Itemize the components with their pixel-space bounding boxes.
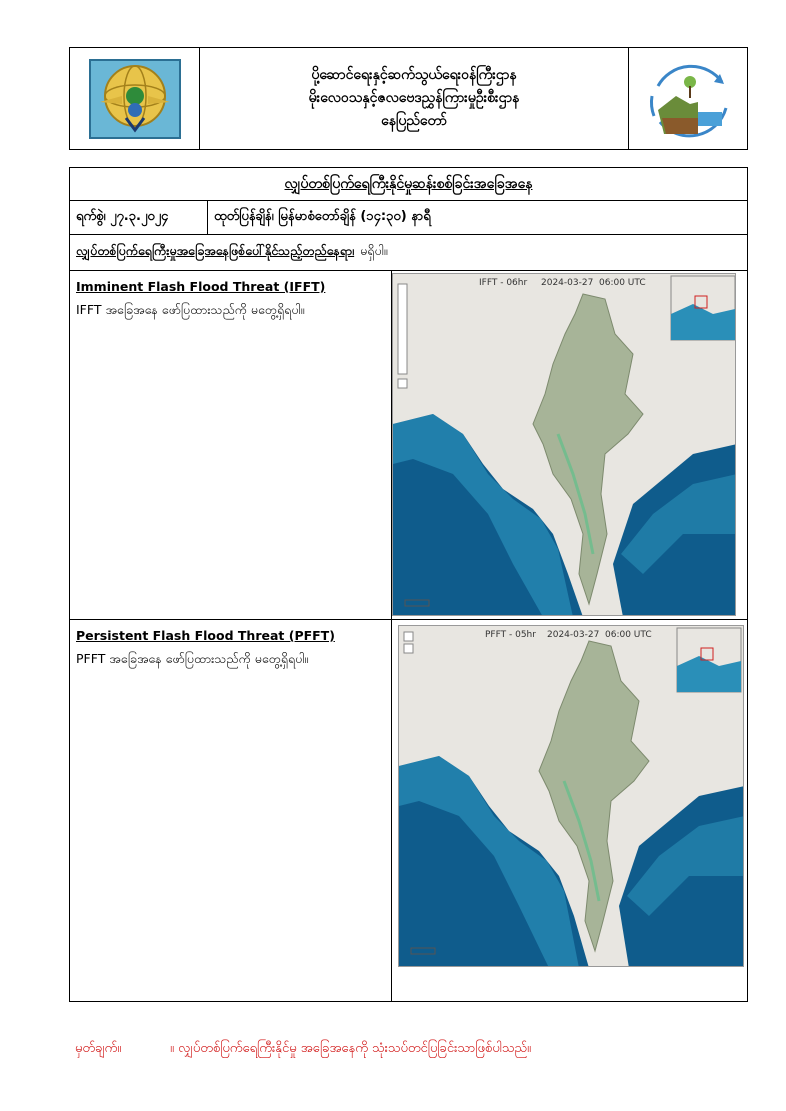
ifft-map-product: IFFT - 06hr bbox=[479, 278, 528, 288]
issue-time: ထုတ်ပြန်ချိန်၊ မြန်မာစံတော်ချိန် (၁၄:၃၀) နာရီ bbox=[214, 209, 431, 224]
pfft-description: PFFT အခြေအနေ ဖော်ပြထားသည်ကို မတွေ့ရှိရပါ။ bbox=[76, 651, 309, 666]
department-name: မိုးလေဝသနှင့်ဇလဗေဒညွှန်ကြားမှုဦးစီးဌာန bbox=[308, 90, 520, 106]
pfft-map-product: PFFT - 05hr bbox=[485, 630, 536, 640]
report-table bbox=[69, 167, 748, 1002]
water-cycle-logo bbox=[628, 48, 747, 149]
pfft-section bbox=[70, 620, 747, 1001]
location-value: မရှိပါ။ bbox=[360, 243, 388, 258]
footer-label: မှတ်ချက်။ bbox=[75, 1041, 122, 1056]
city-name: နေပြည်တော် bbox=[381, 113, 447, 129]
ministry-name: ပို့ဆောင်ရေးနှင့်ဆက်သွယ်ရေးဝန်ကြီးဌာန bbox=[311, 67, 517, 83]
header-table bbox=[69, 47, 748, 150]
location-label: လျှပ်တစ်ပြက်ရေကြီးမှုအခြေအနေဖြစ်ပေါ်နိုင်သည့်တည်နေရာ၊ bbox=[76, 243, 355, 258]
footer-text: ။ လျှပ်တစ်ပြက်ရေကြီးနိုင်မှု အခြေအနေကို သုံးသပ်တင်ပြခြင်းသာဖြစ်ပါသည်။ bbox=[170, 1041, 531, 1056]
pfft-title: Persistent Flash Flood Threat (PFFT) bbox=[76, 628, 335, 643]
header-titles bbox=[200, 48, 628, 149]
footer-note bbox=[75, 1040, 531, 1059]
location-row bbox=[70, 235, 747, 271]
ifft-text-column bbox=[70, 271, 392, 619]
ifft-description: IFFT အခြေအနေ ဖော်ပြထားသည်ကို မတွေ့ရှိရပါ။ bbox=[76, 302, 305, 317]
ifft-map-date: 2024-03-27 bbox=[541, 278, 594, 288]
date-row bbox=[70, 201, 747, 235]
ifft-map[interactable] bbox=[392, 273, 736, 616]
ifft-section bbox=[70, 271, 747, 620]
ministry-emblem bbox=[70, 48, 200, 149]
ifft-title: Imminent Flash Flood Threat (IFFT) bbox=[76, 279, 326, 294]
ifft-map-time: 06:00 UTC bbox=[599, 278, 646, 288]
pfft-map-time: 06:00 UTC bbox=[605, 630, 652, 640]
pfft-map[interactable] bbox=[398, 625, 744, 967]
report-date: ရက်စွဲ၊ ၂၇.၃.၂၀၂၄ bbox=[70, 201, 208, 234]
pfft-text-column bbox=[70, 620, 392, 1001]
pfft-map-date: 2024-03-27 bbox=[547, 630, 600, 640]
report-title: လျှပ်တစ်ပြက်ရေကြီးနိုင်မှုဆန်းစစ်ခြင်းအခြေအနေ bbox=[70, 168, 747, 201]
